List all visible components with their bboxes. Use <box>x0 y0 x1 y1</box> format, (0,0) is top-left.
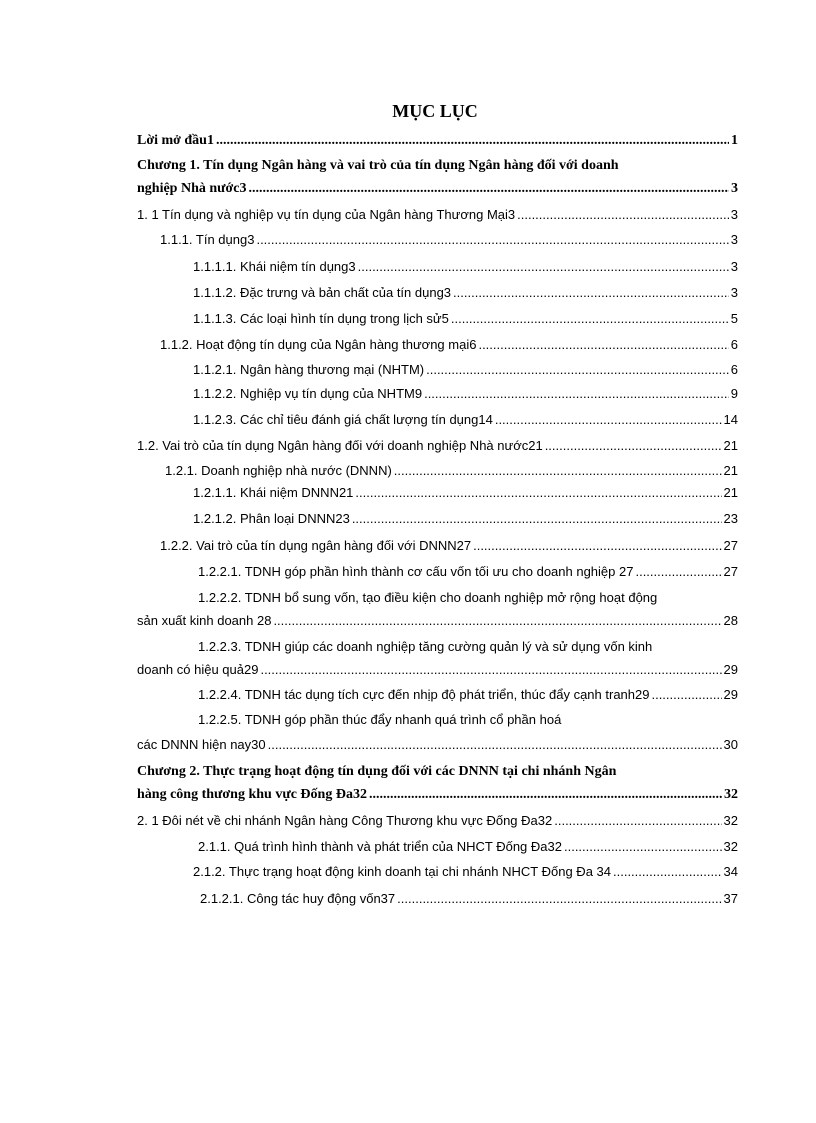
toc-entry-text: các DNNN hiện nay30 <box>137 737 266 752</box>
toc-entry-text: sản xuất kinh doanh 28 <box>137 613 272 628</box>
dot-leader <box>369 786 722 804</box>
dot-leader <box>651 686 721 704</box>
page-number: 3 <box>730 207 738 222</box>
toc-entry-text: 2.1.2. Thực trạng hoạt động kinh doanh tại chi nhánh NHCT Đống Đa 34 <box>193 864 611 879</box>
dot-leader <box>355 484 721 502</box>
toc-entry-text: 1.1.2. Hoạt động tín dụng của Ngân hàng thương mại6 <box>160 337 477 352</box>
page-number: 21 <box>723 485 738 500</box>
page-number: 3 <box>730 259 738 274</box>
toc-entry-text: 1. 1 Tín dụng và nghiệp vụ tín dụng của Ngân hàng Thương Mại3 <box>137 207 516 222</box>
toc-entry-text: 1.1.2.1. Ngân hàng thương mại (NHTM) <box>193 362 425 377</box>
toc-entry-text: 1.2.1.2. Phân loại DNNN23 <box>193 511 350 526</box>
dot-leader <box>495 411 722 429</box>
dot-leader <box>545 437 722 455</box>
dot-leader <box>635 563 721 581</box>
dot-leader <box>473 537 721 555</box>
toc-entry-text: nghiệp Nhà nước3 <box>137 181 247 196</box>
page-number: 23 <box>723 511 738 526</box>
dot-leader <box>613 863 722 881</box>
toc-entry-text: 1.2.2.3. TDNH giúp các doanh nghiệp tăng cường quản lý và sử dụng vốn kinh <box>198 639 653 654</box>
toc-entry-text: 1.2.2. Vai trò của tín dụng ngân hàng đối với DNNN27 <box>160 538 472 553</box>
page-number: 6 <box>730 337 738 352</box>
dot-leader <box>397 890 721 908</box>
page-number: 21 <box>723 463 738 478</box>
page-number: 14 <box>723 412 738 427</box>
page-number: 32 <box>724 787 738 802</box>
page-number: 27 <box>723 538 738 553</box>
page-number: 3 <box>730 285 738 300</box>
page-number: 3 <box>731 181 738 196</box>
dot-leader <box>273 612 721 630</box>
dot-leader <box>517 206 729 224</box>
page-number: 32 <box>723 839 738 854</box>
toc-entry-text: 1.1.2.2. Nghiệp vụ tín dụng của NHTM9 <box>193 386 423 401</box>
toc-entry-text: 1.1.1. Tín dụng3 <box>160 232 255 247</box>
page-number: 9 <box>730 386 738 401</box>
page-number: 29 <box>723 687 738 702</box>
page-number: 1 <box>731 133 738 148</box>
toc-entry-text: 1.2.1.1. Khái niệm DNNN21 <box>193 485 354 500</box>
toc-entry-text: Lời mở đầu1 <box>137 133 214 148</box>
toc-entry-text: 1.2.2.5. TDNH góp phần thúc đẩy nhanh quá trình cổ phần hoá <box>198 712 562 727</box>
toc-entry-text: 2. 1 Đôi nét về chi nhánh Ngân hàng Công Thương khu vực Đống Đa32 <box>137 813 553 828</box>
toc-entry-text: doanh có hiệu quả29 <box>137 662 259 677</box>
page-number: 37 <box>723 891 738 906</box>
page-title: MỤC LỤC <box>392 101 478 121</box>
page-number: 34 <box>723 864 738 879</box>
dot-leader <box>426 361 729 379</box>
page-number: 6 <box>730 362 738 377</box>
page-number: 3 <box>730 232 738 247</box>
dot-leader <box>394 462 722 480</box>
dot-leader <box>453 284 729 302</box>
dot-leader <box>424 385 729 403</box>
page-number: 32 <box>723 813 738 828</box>
dot-leader <box>554 812 721 830</box>
page-number: 30 <box>723 737 738 752</box>
toc-entry-text: 1.1.2.3. Các chỉ tiêu đánh giá chất lượng tín dụng14 <box>193 412 493 427</box>
toc-entry-text: 1.1.1.3. Các loại hình tín dụng trong lịch sử5 <box>193 311 449 326</box>
dot-leader <box>352 510 722 528</box>
toc-entry-text: 1.1.1.1. Khái niệm tín dụng3 <box>193 259 356 274</box>
dot-leader <box>564 838 722 856</box>
toc-entry-text: 1.2.1. Doanh nghiệp nhà nước (DNNN) <box>165 463 392 478</box>
dot-leader <box>256 231 728 249</box>
page-number: 5 <box>730 311 738 326</box>
page-number: 29 <box>723 662 738 677</box>
toc-entry-text: 1.2. Vai trò của tín dụng Ngân hàng đối với doanh nghiệp Nhà nước21 <box>137 438 543 453</box>
toc-entry-text: 1.2.2.4. TDNH tác dụng tích cực đến nhịp độ phát triển, thúc đẩy cạnh tranh29 <box>198 687 650 702</box>
toc-entry-text: 2.1.2.1. Công tác huy động vốn37 <box>200 891 396 906</box>
toc-entry-text: hàng công thương khu vực Đống Đa32 <box>137 787 367 802</box>
page-number: 27 <box>723 564 738 579</box>
dot-leader <box>268 736 722 754</box>
dot-leader <box>260 661 721 679</box>
toc-entry-text: Chương 1. Tín dụng Ngân hàng và vai trò của tín dụng Ngân hàng đối với doanh <box>137 158 619 173</box>
toc-entry-text: 2.1.1. Quá trình hình thành và phát triển của NHCT Đống Đa32 <box>198 839 562 854</box>
dot-leader <box>216 132 729 150</box>
dot-leader <box>358 258 729 276</box>
dot-leader <box>478 336 728 354</box>
dot-leader <box>451 310 729 328</box>
page-number: 21 <box>723 438 738 453</box>
toc-entry-text: Chương 2. Thực trạng hoạt động tín dụng đối với các DNNN tại chi nhánh Ngân <box>137 764 617 779</box>
toc-entry-text: 1.1.1.2. Đặc trưng và bản chất của tín dụng3 <box>193 285 452 300</box>
toc-entry-text: 1.2.2.2. TDNH bổ sung vốn, tạo điều kiện cho doanh nghiệp mở rộng hoạt động <box>198 590 658 605</box>
dot-leader <box>249 180 729 198</box>
page-number: 28 <box>723 613 738 628</box>
toc-entry-text: 1.2.2.1. TDNH góp phần hình thành cơ cấu vốn tối ưu cho doanh nghiệp 27 <box>198 564 634 579</box>
